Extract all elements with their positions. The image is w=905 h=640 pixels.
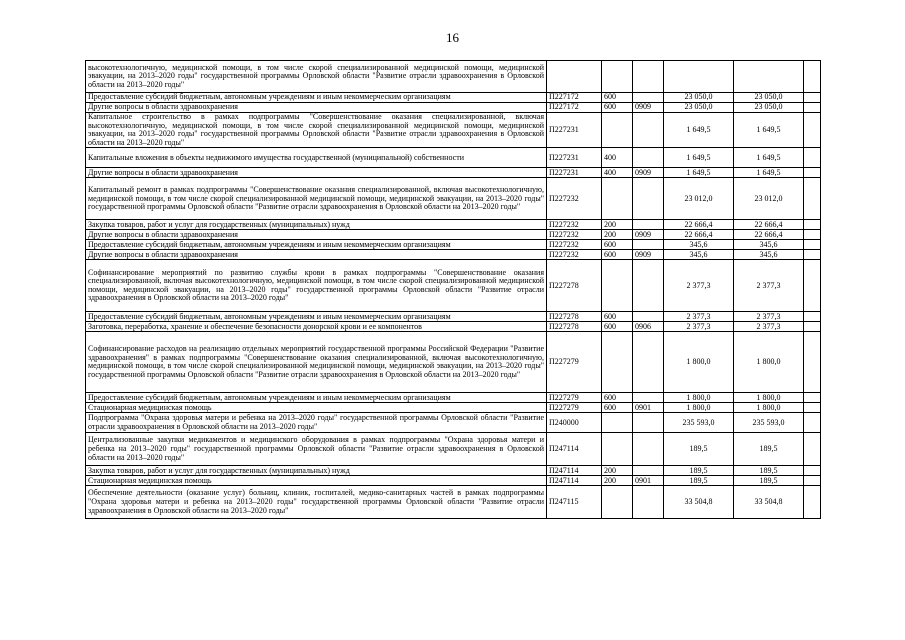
target-article-code: П227232 (547, 240, 602, 250)
expense-type-code (602, 486, 633, 519)
empty-cell (804, 393, 821, 403)
amount-first: 1 800,0 (664, 332, 734, 393)
amount-second: 22 666,4 (734, 230, 804, 240)
amount-second: 345,6 (734, 250, 804, 260)
row-description: Закупка товаров, работ и услуг для государственных (муниципальных) нужд (86, 220, 547, 230)
target-article-code: П227231 (547, 148, 602, 168)
amount-second: 1 800,0 (734, 393, 804, 403)
row-description: Обеспечение деятельности (оказание услуг) больниц, клиник, госпиталей, медико-санитарных частей в рамках подпрограммы "Охрана здоровья матери и ребенка на 2013–2020 годы" государственной программы Орловской области "Развитие отрасли здравоохранения в Орловской области на 2013–2020 годы" (86, 486, 547, 519)
amount-first: 22 666,4 (664, 230, 734, 240)
section-code: 0901 (633, 403, 664, 413)
table-row (86, 413, 821, 433)
expense-type-code (602, 113, 633, 148)
target-article-code: П227232 (547, 178, 602, 220)
table-row (86, 393, 821, 403)
empty-cell (804, 466, 821, 476)
section-code (633, 220, 664, 230)
table-row (86, 486, 821, 519)
target-article-code: П247114 (547, 466, 602, 476)
amount-first: 189,5 (664, 433, 734, 466)
empty-cell (804, 250, 821, 260)
row-description: Другие вопросы в области здравоохранения (86, 250, 547, 260)
row-description: Централизованные закупки медикаментов и медицинского оборудования в рамках подпрограммы "Охрана здоровья матери и ребенка на 2013–2020 годы" государственной программы Орловской области "Развитие отрасли здравоохранения в Орловской области на 2013–2020 годы" (86, 433, 547, 466)
amount-first: 1 800,0 (664, 403, 734, 413)
row-description: Другие вопросы в области здравоохранения (86, 168, 547, 178)
target-article-code: П227278 (547, 312, 602, 322)
expense-type-code: 600 (602, 103, 633, 113)
target-article-code: П227232 (547, 250, 602, 260)
empty-cell (804, 93, 821, 103)
amount-first: 23 050,0 (664, 103, 734, 113)
table-row (86, 466, 821, 476)
table-row (86, 220, 821, 230)
empty-cell (804, 403, 821, 413)
amount-first: 22 666,4 (664, 220, 734, 230)
section-code (633, 393, 664, 403)
amount-first: 2 377,3 (664, 260, 734, 312)
row-description: Предоставление субсидий бюджетным, автономным учреждениям и иным некоммерческим организациям (86, 393, 547, 403)
amount-first (664, 61, 734, 93)
amount-second: 22 666,4 (734, 220, 804, 230)
target-article-code: П247114 (547, 476, 602, 486)
expense-type-code (602, 178, 633, 220)
empty-cell (804, 103, 821, 113)
target-article-code: П247115 (547, 486, 602, 519)
empty-cell (804, 113, 821, 148)
target-article-code: П227172 (547, 103, 602, 113)
amount-first: 23 012,0 (664, 178, 734, 220)
table-row (86, 433, 821, 466)
amount-first: 189,5 (664, 476, 734, 486)
row-description: Софинансирование расходов на реализацию отдельных мероприятий государственной программы Российской Федерации "Развитие здравоохранения" в рамках подпрограммы "Совершенствование оказания специализированной, включая высокотехнологичную, медицинской помощи, в том числе скорой специализированной медицинской помощи, медицинской эвакуации, на 2013–2020 годы" государственной программы Орловской области "Развитие отрасли здравоохранения в Орловской области на 2013–2020 годы" (86, 332, 547, 393)
target-article-code: П227278 (547, 260, 602, 312)
table-row (86, 148, 821, 168)
amount-second: 1 649,5 (734, 168, 804, 178)
expense-type-code (602, 332, 633, 393)
row-description: Стационарная медицинская помощь (86, 403, 547, 413)
amount-second: 23 012,0 (734, 178, 804, 220)
table-row (86, 403, 821, 413)
row-description: Капитальные вложения в объекты недвижимого имущества государственной (муниципальной) собственности (86, 148, 547, 168)
section-code (633, 260, 664, 312)
section-code (633, 433, 664, 466)
row-description: Другие вопросы в области здравоохранения (86, 103, 547, 113)
row-description: высокотехнологичную, медицинской помощи, в том числе скорой специализированной медицинской помощи, медицинской эвакуации, на 2013–2020 годы" государственной программы Орловской области "Развитие отрасли здравоохранения в Орловской области на 2013–2020 годы" (86, 61, 547, 93)
table-row (86, 230, 821, 240)
section-code (633, 312, 664, 322)
amount-first: 1 649,5 (664, 168, 734, 178)
table-row (86, 178, 821, 220)
target-article-code: П227279 (547, 393, 602, 403)
empty-cell (804, 61, 821, 93)
empty-cell (804, 433, 821, 466)
amount-second: 1 649,5 (734, 148, 804, 168)
target-article-code: П227231 (547, 113, 602, 148)
table-row (86, 260, 821, 312)
expense-type-code (602, 260, 633, 312)
row-description: Закупка товаров, работ и услуг для государственных (муниципальных) нужд (86, 466, 547, 476)
table-row (86, 312, 821, 322)
expense-type-code: 200 (602, 230, 633, 240)
row-description: Стационарная медицинская помощь (86, 476, 547, 486)
section-code (633, 178, 664, 220)
amount-first: 1 649,5 (664, 113, 734, 148)
expense-type-code: 400 (602, 168, 633, 178)
section-code (633, 240, 664, 250)
section-code: 0909 (633, 103, 664, 113)
section-code (633, 332, 664, 393)
amount-second: 2 377,3 (734, 322, 804, 332)
amount-first: 33 504,8 (664, 486, 734, 519)
amount-first: 235 593,0 (664, 413, 734, 433)
target-article-code: П227172 (547, 93, 602, 103)
target-article-code: П247114 (547, 433, 602, 466)
expense-type-code: 600 (602, 403, 633, 413)
empty-cell (804, 178, 821, 220)
empty-cell (804, 240, 821, 250)
amount-second: 23 050,0 (734, 103, 804, 113)
row-description: Предоставление субсидий бюджетным, автономным учреждениям и иным некоммерческим организациям (86, 93, 547, 103)
table-row (86, 168, 821, 178)
section-code: 0906 (633, 322, 664, 332)
expense-type-code: 600 (602, 322, 633, 332)
expense-type-code (602, 413, 633, 433)
amount-second: 1 800,0 (734, 403, 804, 413)
amount-second: 345,6 (734, 240, 804, 250)
section-code (633, 148, 664, 168)
table-row (86, 332, 821, 393)
amount-first: 1 649,5 (664, 148, 734, 168)
amount-second: 33 504,8 (734, 486, 804, 519)
empty-cell (804, 322, 821, 332)
section-code: 0909 (633, 168, 664, 178)
amount-first: 345,6 (664, 250, 734, 260)
expense-type-code: 200 (602, 466, 633, 476)
section-code (633, 113, 664, 148)
amount-first: 1 800,0 (664, 393, 734, 403)
table-row (86, 93, 821, 103)
target-article-code: П227279 (547, 403, 602, 413)
row-description: Капитальный ремонт в рамках подпрограммы "Совершенствование оказания специализированной, включая высокотехнологичную, медицинской помощи, в том числе скорой специализированной медицинской помощи, медицинской эвакуации, на 2013–2020 годы" государственной программы Орловской области "Развитие отрасли здравоохранения в Орловской области на 2013–2020 годы" (86, 178, 547, 220)
amount-second: 1 800,0 (734, 332, 804, 393)
expense-type-code: 600 (602, 240, 633, 250)
amount-second: 235 593,0 (734, 413, 804, 433)
budget-table (85, 60, 821, 519)
table-row (86, 240, 821, 250)
amount-second: 2 377,3 (734, 312, 804, 322)
row-description: Заготовка, переработка, хранение и обеспечение безопасности донорской крови и ее компонентов (86, 322, 547, 332)
empty-cell (804, 230, 821, 240)
table-row (86, 103, 821, 113)
empty-cell (804, 486, 821, 519)
section-code: 0909 (633, 250, 664, 260)
target-article-code: П227231 (547, 168, 602, 178)
table-body (86, 61, 821, 519)
empty-cell (804, 220, 821, 230)
section-code (633, 61, 664, 93)
empty-cell (804, 148, 821, 168)
section-code (633, 486, 664, 519)
target-article-code: П227232 (547, 220, 602, 230)
amount-first: 2 377,3 (664, 322, 734, 332)
page-number: 16 (446, 30, 459, 45)
table-row (86, 61, 821, 93)
amount-first: 2 377,3 (664, 312, 734, 322)
row-description: Предоставление субсидий бюджетным, автономным учреждениям и иным некоммерческим организациям (86, 240, 547, 250)
expense-type-code: 600 (602, 393, 633, 403)
empty-cell (804, 413, 821, 433)
amount-second: 189,5 (734, 433, 804, 466)
expense-type-code: 600 (602, 250, 633, 260)
table-row (86, 322, 821, 332)
target-article-code (547, 61, 602, 93)
amount-second (734, 61, 804, 93)
row-description: Предоставление субсидий бюджетным, автономным учреждениям и иным некоммерческим организациям (86, 312, 547, 322)
amount-first: 189,5 (664, 466, 734, 476)
amount-second: 189,5 (734, 466, 804, 476)
section-code: 0909 (633, 230, 664, 240)
row-description: Другие вопросы в области здравоохранения (86, 230, 547, 240)
empty-cell (804, 168, 821, 178)
amount-first: 23 050,0 (664, 93, 734, 103)
empty-cell (804, 260, 821, 312)
section-code (633, 93, 664, 103)
table-row (86, 250, 821, 260)
expense-type-code: 200 (602, 476, 633, 486)
table-row (86, 476, 821, 486)
expense-type-code (602, 61, 633, 93)
row-description: Подпрограмма "Охрана здоровья матери и ребенка на 2013–2020 годы" государственной программы Орловской области "Развитие отрасли здравоохранения в Орловской области на 2013–2020 годы" (86, 413, 547, 433)
expense-type-code (602, 433, 633, 466)
amount-second: 1 649,5 (734, 113, 804, 148)
section-code: 0901 (633, 476, 664, 486)
expense-type-code: 400 (602, 148, 633, 168)
row-description: Софинансирование мероприятий по развитию службы крови в рамках подпрограммы "Совершенствование оказания специализированной, включая высокотехнологичную, медицинской помощи, в том числе скорой специализированной медицинской помощи, медицинской эвакуации, на 2013–2020 годы" государственной программы Орловской области "Развитие отрасли здравоохранения в Орловской области на 2013–2020 годы" (86, 260, 547, 312)
expense-type-code: 600 (602, 93, 633, 103)
section-code (633, 413, 664, 433)
target-article-code: П227232 (547, 230, 602, 240)
empty-cell (804, 312, 821, 322)
expense-type-code: 600 (602, 312, 633, 322)
amount-second: 189,5 (734, 476, 804, 486)
amount-second: 23 050,0 (734, 93, 804, 103)
empty-cell (804, 332, 821, 393)
target-article-code: П227278 (547, 322, 602, 332)
target-article-code: П227279 (547, 332, 602, 393)
section-code (633, 466, 664, 476)
row-description: Капитальное строительство в рамках подпрограммы "Совершенствование оказания специализированной, включая высокотехнологичную, медицинской помощи, в том числе скорой специализированной медицинской помощи, медицинской эвакуации, на 2013–2020 годы" государственной программы Орловской области "Развитие отрасли здравоохранения в Орловской области на 2013–2020 годы" (86, 113, 547, 148)
amount-first: 345,6 (664, 240, 734, 250)
table-row (86, 113, 821, 148)
expense-type-code: 200 (602, 220, 633, 230)
target-article-code: П240000 (547, 413, 602, 433)
empty-cell (804, 476, 821, 486)
amount-second: 2 377,3 (734, 260, 804, 312)
